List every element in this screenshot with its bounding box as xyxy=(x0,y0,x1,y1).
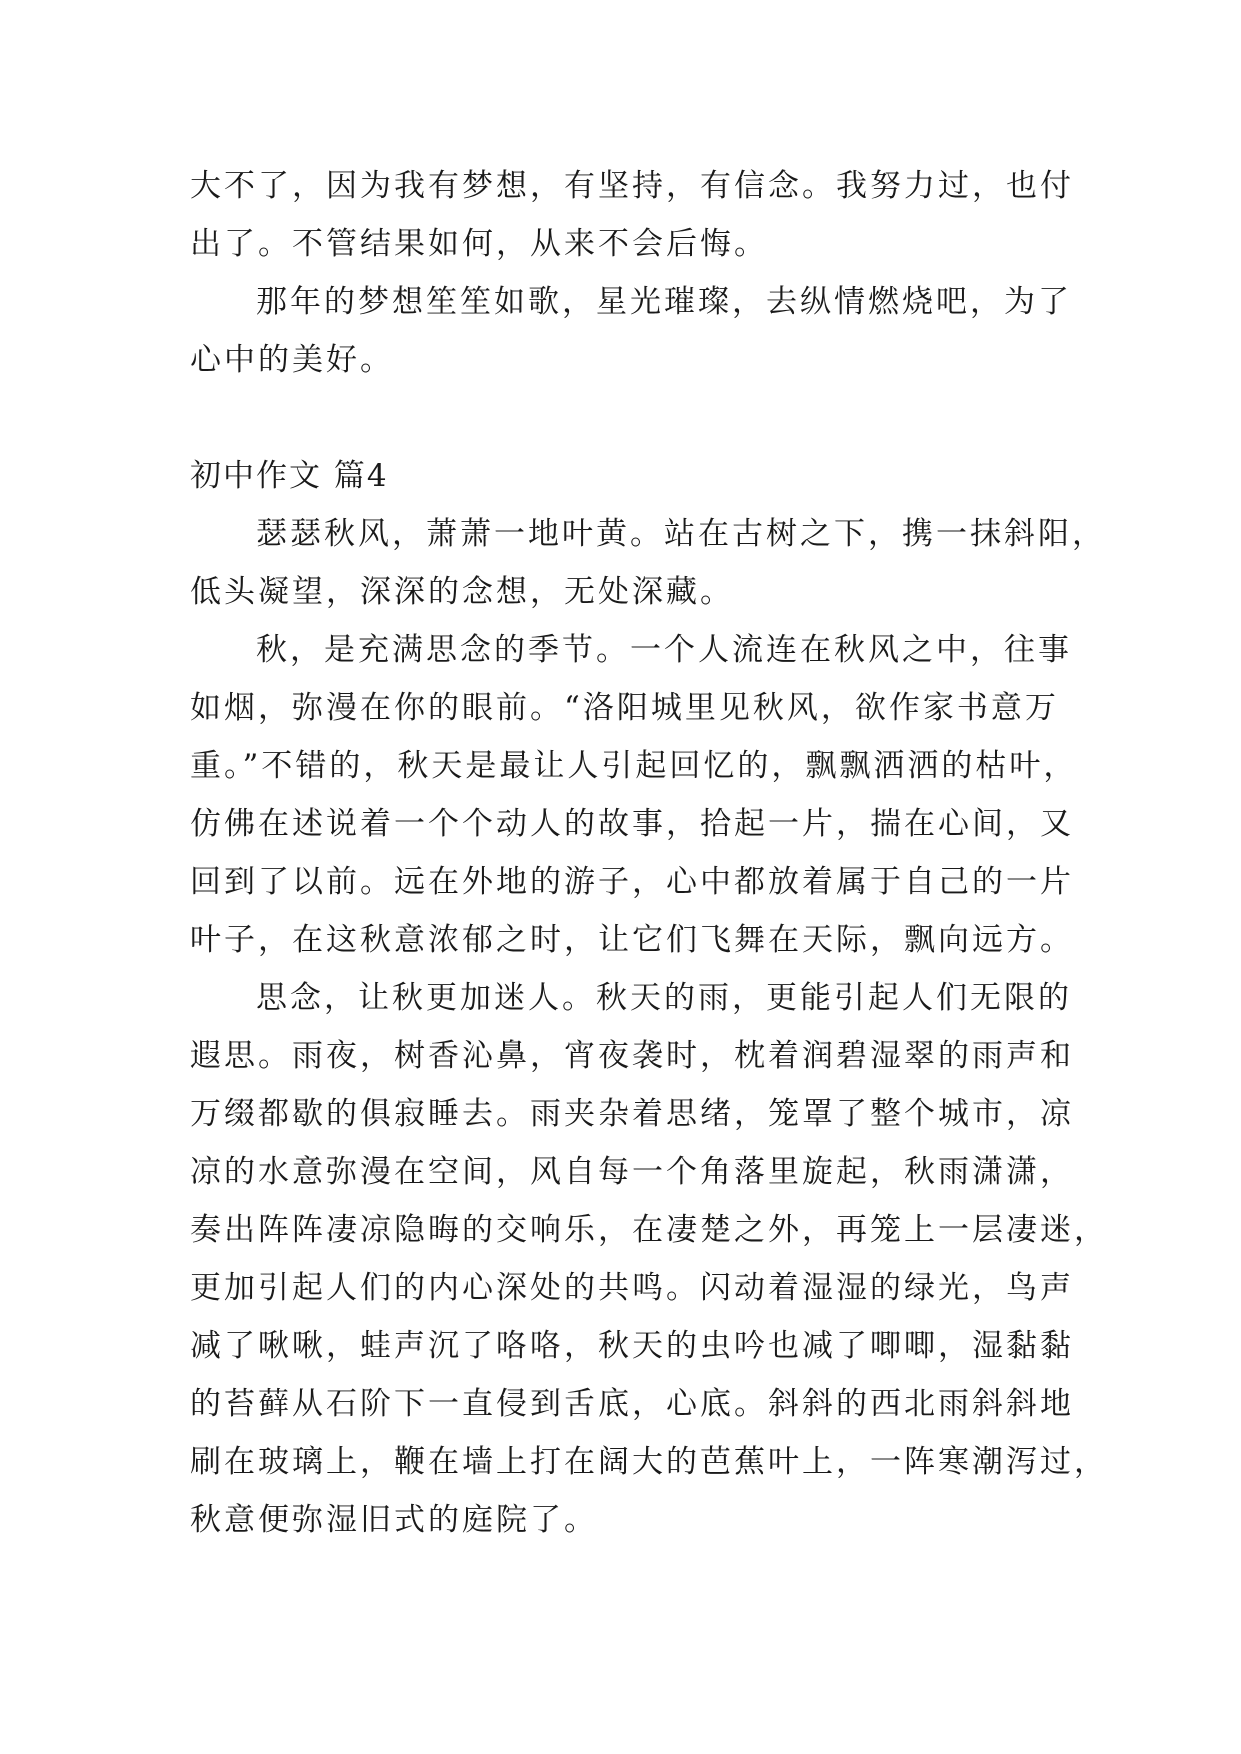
text-line: 瑟瑟秋风，萧萧一地叶黄。站在古树之下，携一抹斜阳， xyxy=(256,516,1106,552)
text-line: 更加引起人们的内心深处的共鸣。闪动着湿湿的绿光，鸟声 xyxy=(190,1270,1074,1306)
text-line: 奏出阵阵凄凉隐晦的交响乐，在凄楚之外，再笼上一层凄迷， xyxy=(190,1212,1108,1248)
text-line: 心中的美好。 xyxy=(190,342,394,378)
text-line: 秋意便弥湿旧式的庭院了。 xyxy=(190,1502,598,1538)
text-line: 如烟，弥漫在你的眼前。“洛阳城里见秋风，欲作家书意万 xyxy=(190,690,1059,726)
text-line: 大不了，因为我有梦想，有坚持，有信念。我努力过，也付 xyxy=(190,168,1074,204)
text-line: 叶子，在这秋意浓郁之时，让它们飞舞在天际，飘向远方。 xyxy=(190,922,1074,958)
text-line: 出了。不管结果如何，从来不会后悔。 xyxy=(190,226,768,262)
section-heading: 初中作文 篇4 xyxy=(190,458,389,494)
text-line: 重。”不错的，秋天是最让人引起回忆的，飘飘洒洒的枯叶， xyxy=(190,748,1078,784)
text-line: 秋，是充满思念的季节。一个人流连在秋风之中，往事 xyxy=(256,632,1072,668)
text-line: 万缀都歇的俱寂睡去。雨夹杂着思绪，笼罩了整个城市，凉 xyxy=(190,1096,1074,1132)
text-line: 那年的梦想笙笙如歌，星光璀璨，去纵情燃烧吧，为了 xyxy=(256,284,1072,320)
text-line: 的苔藓从石阶下一直侵到舌底，心底。斜斜的西北雨斜斜地 xyxy=(190,1386,1074,1422)
text-line: 凉的水意弥漫在空间，风自每一个角落里旋起，秋雨潇潇， xyxy=(190,1154,1074,1190)
text-line: 减了啾啾，蛙声沉了咯咯，秋天的虫吟也减了唧唧，湿黏黏 xyxy=(190,1328,1074,1364)
text-line: 思念，让秋更加迷人。秋天的雨，更能引起人们无限的 xyxy=(256,980,1072,1016)
text-line: 仿佛在述说着一个个动人的故事，拾起一片，揣在心间，又 xyxy=(190,806,1074,842)
text-line: 低头凝望，深深的念想，无处深藏。 xyxy=(190,574,734,610)
text-line: 回到了以前。远在外地的游子，心中都放着属于自己的一片 xyxy=(190,864,1074,900)
text-line: 刷在玻璃上，鞭在墙上打在阔大的芭蕉叶上，一阵寒潮泻过， xyxy=(190,1444,1108,1480)
text-line: 遐思。雨夜，树香沁鼻，宵夜袭时，枕着润碧湿翠的雨声和 xyxy=(190,1038,1074,1074)
